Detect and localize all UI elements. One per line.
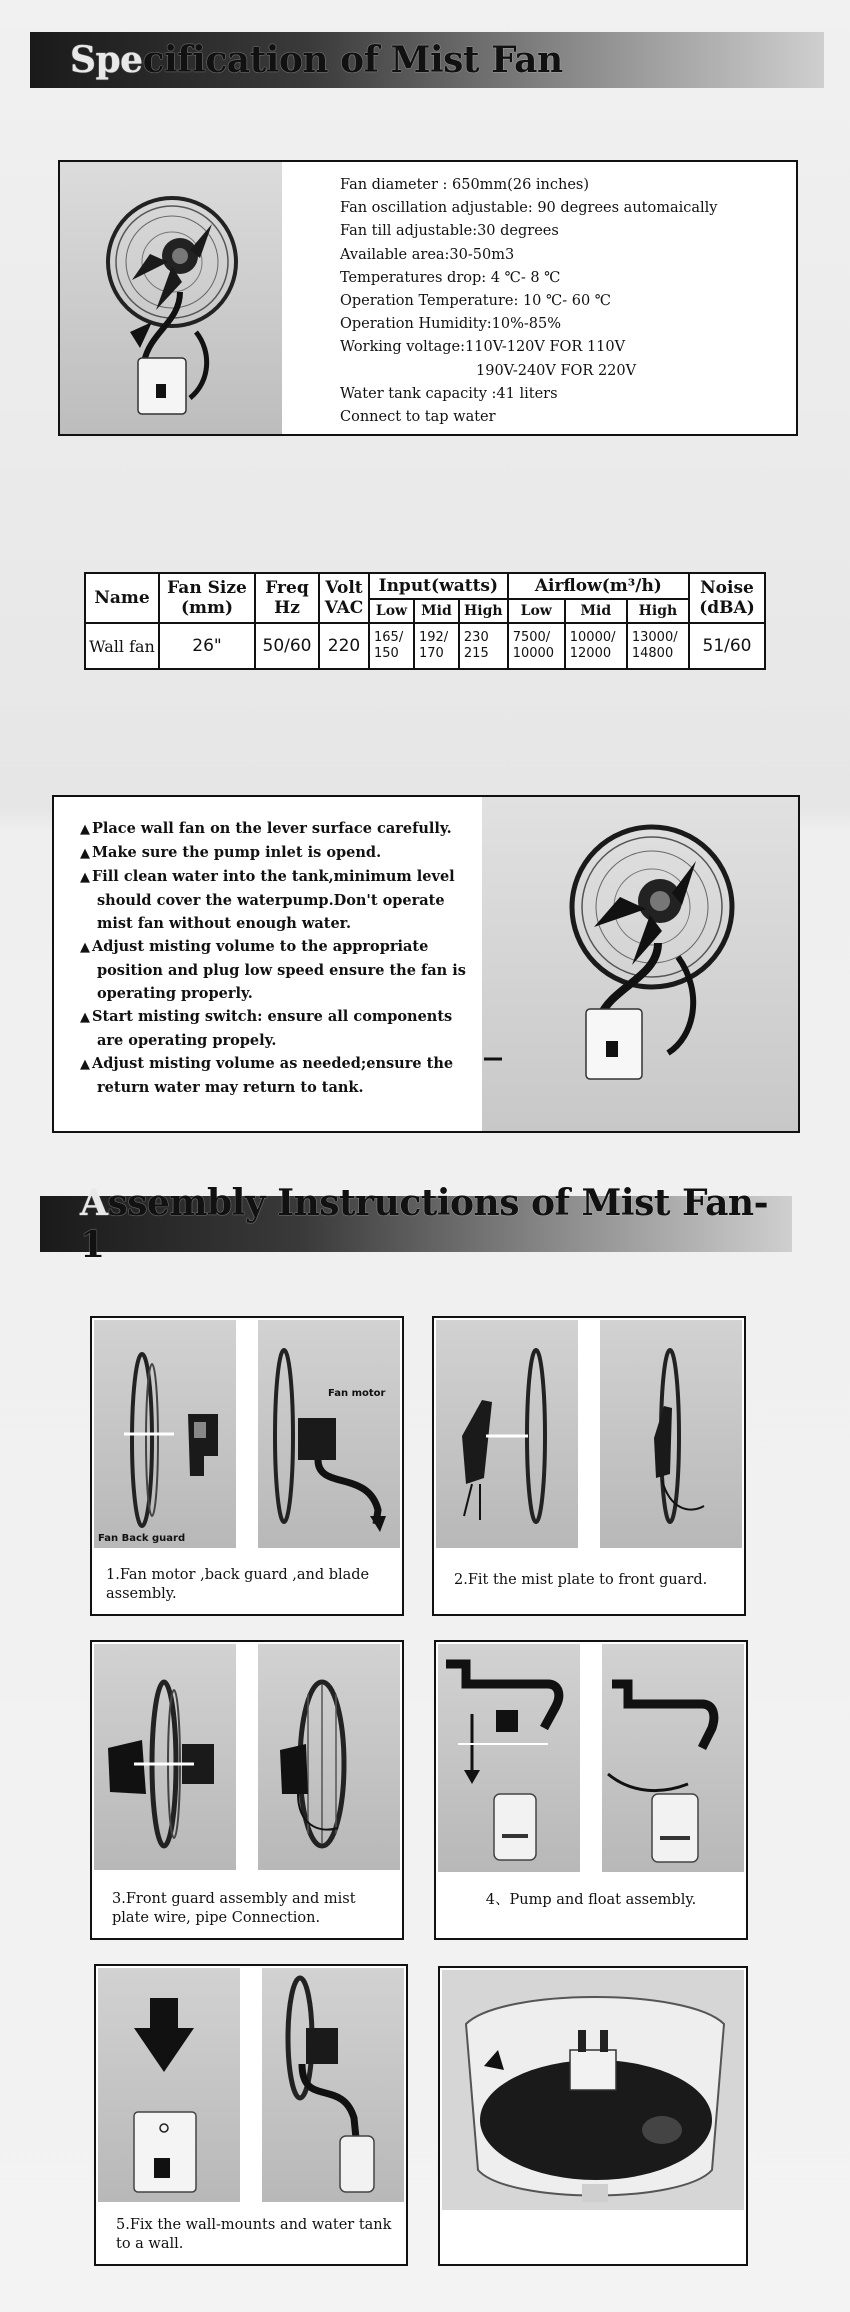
spec-item: Fan diameter : 650mm(26 inches) <box>340 177 590 193</box>
spec-item: Temperatures drop: 4 ℃- 8 ℃ <box>340 269 561 286</box>
cell-air-low: 7500/ 10000 <box>508 623 565 669</box>
header-freq: Freq Hz <box>255 573 319 623</box>
spec-section-title: Specification of Mist Fan <box>70 39 563 81</box>
cell-volt: 220 <box>319 623 369 669</box>
header-volt: Volt VAC <box>319 573 369 623</box>
step-3-photo-b <box>258 1644 400 1870</box>
cell-input-high: 230 215 <box>459 623 508 669</box>
cell-freq: 50/60 <box>255 623 319 669</box>
step-caption: 5.Fix the wall-mounts and water tank to a wall. <box>116 2217 392 2252</box>
spec-table <box>84 572 766 670</box>
fan-motor-label: Fan motor <box>328 1388 386 1399</box>
fan-back-guard-label: Fan Back guard <box>98 1533 186 1544</box>
spec-item: Working voltage:110V-120V FOR 110V <box>340 339 626 356</box>
step-caption: 4、Pump and float assembly. <box>485 1892 697 1908</box>
header-input-high: High <box>459 599 508 623</box>
step-3-photo-a <box>94 1644 236 1870</box>
step-1-photo-a <box>94 1320 236 1548</box>
instruction-item: ▲ Start misting switch: ensure all components are operating propely. <box>80 1005 482 1052</box>
header-air-high: High <box>627 599 689 623</box>
spec-list <box>282 162 717 434</box>
mist-fan-photo <box>60 162 282 434</box>
instruction-item: ▲ Make sure the pump inlet is opend. <box>80 841 482 865</box>
header-input-mid: Mid <box>414 599 459 623</box>
mist-fan-photo-large <box>482 797 798 1131</box>
header-input-low: Low <box>369 599 414 623</box>
cell-air-high: 13000/ 14800 <box>627 623 689 669</box>
instructions-list <box>54 797 482 1131</box>
header-input: Input(watts) <box>369 573 508 599</box>
assembly-step-5 <box>94 1964 408 2266</box>
instruction-item: ▲ Adjust misting volume as needed;ensure the return water may return to tank. <box>80 1052 482 1099</box>
spec-item: Connect to tap water <box>340 409 496 426</box>
step-4-photo-b <box>602 1644 744 1872</box>
cell-name: Wall fan <box>85 623 159 669</box>
spec-item: Operation Humidity:10%-85% <box>340 316 562 333</box>
assembly-step-1 <box>90 1316 404 1616</box>
cell-noise: 51/60 <box>689 623 765 669</box>
step-caption: 3.Front guard assembly and mist plate wire, pipe Connection. <box>112 1891 356 1926</box>
spec-item: Fan oscillation adjustable: 90 degrees automaically <box>340 200 718 217</box>
cell-air-mid: 10000/ 12000 <box>565 623 627 669</box>
spec-item: Operation Temperature: 10 ℃- 60 ℃ <box>340 293 612 310</box>
header-noise: Noise (dBA) <box>689 573 765 623</box>
assembly-step-3 <box>90 1640 404 1940</box>
step-caption: 2.Fit the mist plate to front guard. <box>454 1572 708 1588</box>
spec-section-header <box>30 32 824 88</box>
instructions-box <box>52 795 800 1133</box>
water-tank-inside-photo <box>442 1970 744 2210</box>
cell-input-mid: 192/ 170 <box>414 623 459 669</box>
spec-item: Fan till adjustable:30 degrees <box>340 223 559 240</box>
assembly-step-6 <box>438 1966 748 2266</box>
spec-box <box>58 160 798 436</box>
cell-fan-size: 26" <box>159 623 255 669</box>
instruction-item: ▲ Adjust misting volume to the appropriate position and plug low speed ensure the fan is operating properly. <box>80 935 482 1005</box>
instruction-item: ▲ Fill clean water into the tank,minimum level should cover the waterpump.Don't operate mist fan without enough water. <box>80 865 482 935</box>
step-caption: 1.Fan motor ,back guard ,and blade assembly. <box>106 1567 370 1602</box>
cell-input-low: 165/ 150 <box>369 623 414 669</box>
header-airflow: Airflow(m³/h) <box>508 573 689 599</box>
step-5-photo-b <box>262 1968 404 2202</box>
assembly-step-4 <box>434 1640 748 1940</box>
header-name: Name <box>85 573 159 623</box>
step-1-photo-b <box>258 1320 400 1548</box>
spec-item: 190V-240V FOR 220V <box>476 362 637 379</box>
assembly-section-header <box>40 1182 792 1266</box>
spec-item: Water tank capacity :41 liters <box>340 385 558 402</box>
table-row <box>85 623 765 669</box>
header-fan-size: Fan Size (mm) <box>159 573 255 623</box>
step-2-photo-a <box>436 1320 578 1548</box>
header-air-low: Low <box>508 599 565 623</box>
instruction-item: ▲ Place wall fan on the lever surface carefully. <box>80 817 482 841</box>
step-2-photo-b <box>600 1320 742 1548</box>
header-air-mid: Mid <box>565 599 627 623</box>
assembly-step-2 <box>432 1316 746 1616</box>
step-5-photo-a <box>98 1968 240 2202</box>
spec-item: Available area:30-50m3 <box>340 246 515 263</box>
step-4-photo-a <box>438 1644 580 1872</box>
assembly-section-title: Assembly Instructions of Mist Fan-1 <box>80 1182 769 1266</box>
